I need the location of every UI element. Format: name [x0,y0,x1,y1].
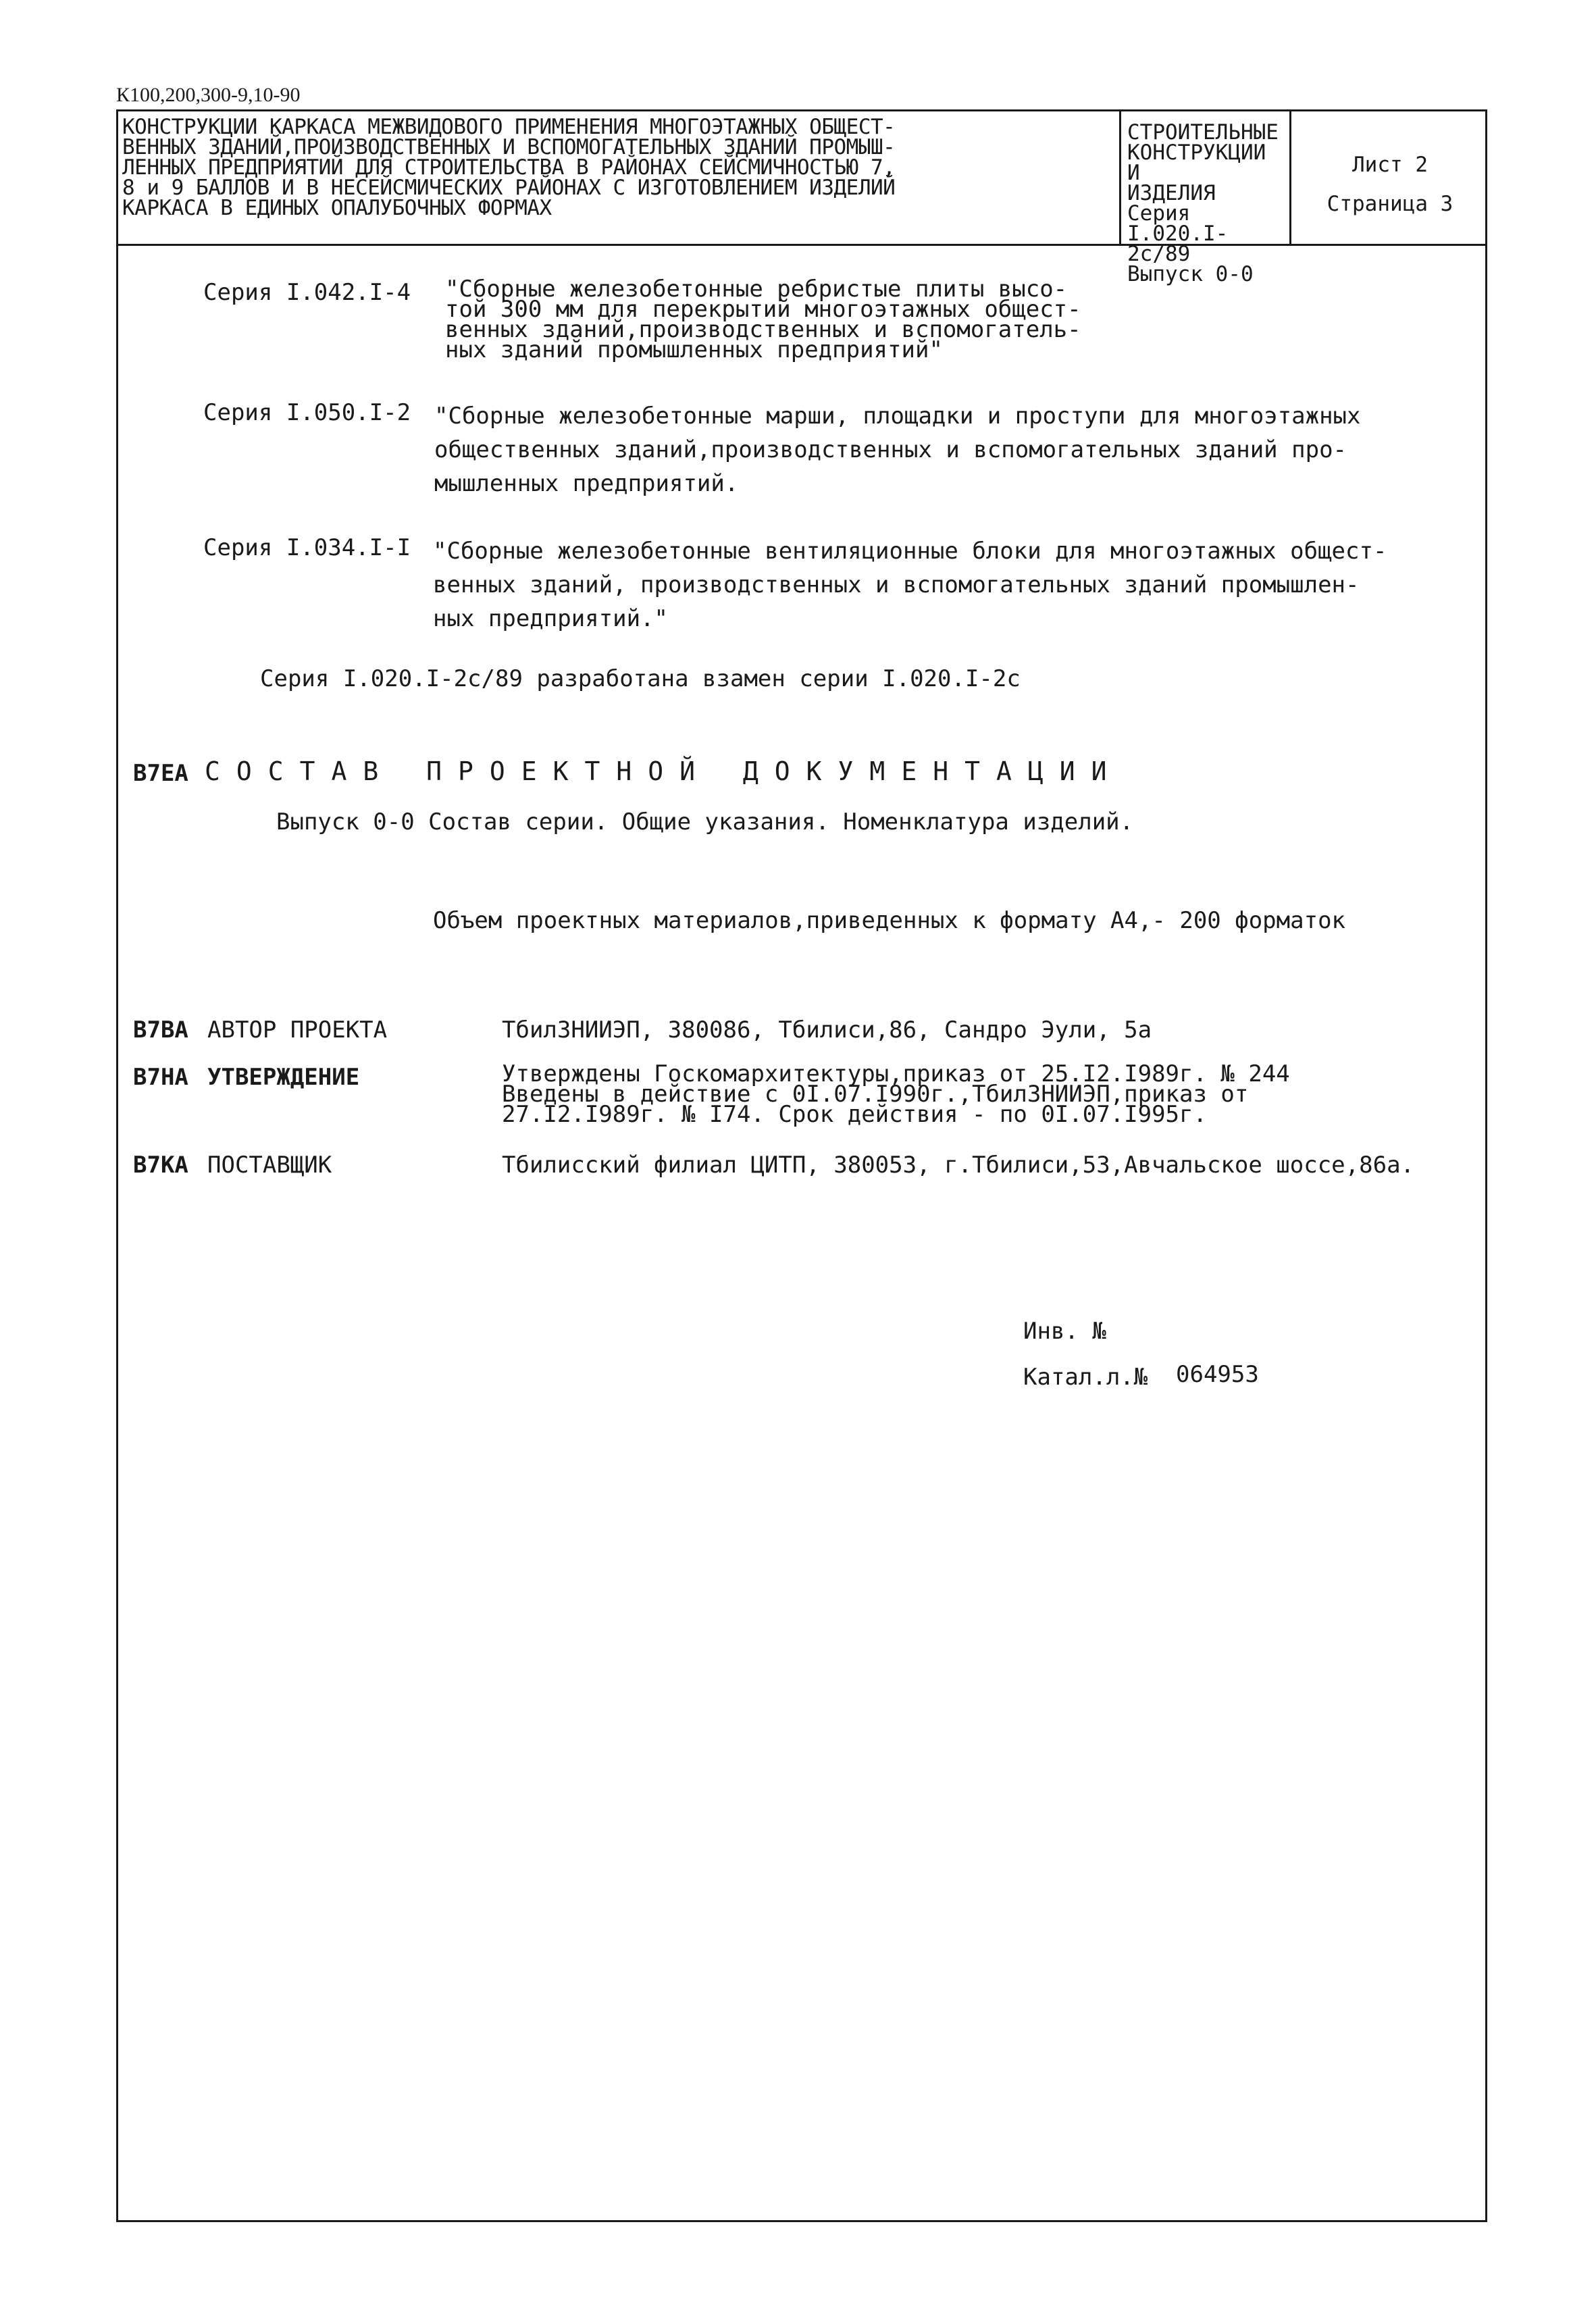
document-category [1127,122,1287,284]
description-line: общественных зданий,производственных и вспомогательных зданий про- [434,436,1347,463]
supplier-value: Тбилисский филиал ЦИТП, 380053, г.Тбилиси,53,Авчальское шоссе,86а. [502,1152,1415,1179]
description-line: "Сборные железобетонные вентиляционные блоки для многоэтажных общест- [433,538,1387,565]
description-line: "Сборные железобетонные марши, площадки и проступи для многоэтажных [434,403,1361,430]
category-line: ИЗДЕЛИЯ [1127,181,1216,205]
sheet-number: Лист 2 [1352,153,1428,177]
description-line: мышленных предприятий. [434,470,739,497]
supplier-label: ПОСТАВЩИК [207,1152,332,1179]
series-description [434,399,1360,500]
title-line: ВЕННЫХ ЗДАНИЙ,ПРОИЗВОДСТВЕННЫХ И ВСПОМОГАТЕЛЬНЫХ ЗДАНИЙ ПРОМЫШ- [122,135,896,159]
title-line: КАРКАСА В ЕДИНЫХ ОПАЛУБОЧНЫХ ФОРМАХ [122,196,552,220]
description-line: венных зданий, производственных и вспомогательных зданий промышлен- [433,571,1360,598]
catalog-number: 064953 [1176,1361,1259,1388]
series-code: Серия I.034.I-I [203,534,411,561]
title-line: КОНСТРУКЦИИ КАРКАСА МЕЖВИДОВОГО ПРИМЕНЕНИЯ МНОГОЭТАЖНЫХ ОБЩЕСТ- [122,115,896,139]
composition-heading: СОСТАВ ПРОЕКТНОЙ ДОКУМЕНТАЦИИ [205,756,1123,786]
page-frame [116,109,1487,2222]
series-description [433,534,1387,636]
approval-line: 27.I2.I989г. № I74. Срок действия - по 0I.07.I995г. [502,1101,1207,1128]
category-line: СТРОИТЕЛЬНЫЕ [1127,120,1279,145]
author-label: АВТОР ПРОЕКТА [207,1017,388,1044]
title-line: 8 и 9 БАЛЛОВ И В НЕСЕЙСМИЧЕСКИХ РАЙОНАХ С ИЗГОТОВЛЕНИЕМ ИЗДЕЛИЙ [122,176,896,200]
approval-line: Утверждены Госкомархитектуры,приказ от 25.I2.I989г. № 244 [502,1060,1290,1087]
title-line: ЛЕННЫХ ПРЕДПРИЯТИЙ ДЛЯ СТРОИТЕЛЬСТВА В РАЙОНАХ СЕЙСМИЧНОСТЬЮ 7, [122,155,896,180]
composition-code: В7ЕА [133,760,188,787]
issue-composition: Выпуск 0-0 Состав серии. Общие указания. Номенклатура изделий. [276,808,1134,835]
series-description [445,276,1081,363]
description-line: ных предприятий." [433,605,668,632]
approval-line: Введены в действие с 0I.07.I990г.,ТбилЗНИИЭП,приказ от [502,1081,1249,1108]
title-block [118,111,1485,286]
description-line: венных зданий,производственных и вспомогатель- [445,316,1081,343]
document-title [122,117,1115,218]
volume-note: Объем проектных материалов,приведенных к формату А4,- 200 форматок [433,907,1346,934]
title-divider [1119,111,1121,244]
series-number: Серия I.020.I-2с/89 [1127,201,1229,266]
author-code: В7ВА [133,1017,188,1044]
sheet-info [1293,145,1487,224]
document-code: К100,200,300-9,10-90 [116,84,301,106]
description-line: той 300 мм для перекрытий многоэтажных общест- [445,296,1081,323]
description-line: "Сборные железобетонные ребристые плиты высо- [445,276,1068,303]
series-code: Серия I.042.I-4 [203,279,411,306]
category-line: КОНСТРУКЦИИ И [1127,140,1266,185]
catalog-label: Катал.л.№ [1023,1364,1148,1391]
issue-number: Выпуск 0-0 [1127,262,1254,286]
title-divider [1289,111,1291,244]
approval-text [502,1060,1290,1128]
replacement-note: Серия I.020.I-2с/89 разработана взамен серии I.020.I-2с [260,665,1021,692]
supplier-code: В7КА [133,1152,188,1179]
page-number: Страница 3 [1327,192,1453,216]
approval-code: В7НА [133,1064,188,1091]
description-line: ных зданий промышленных предприятий" [445,336,943,363]
series-code: Серия I.050.I-2 [203,399,411,426]
approval-label: УТВЕРЖДЕНИЕ [207,1064,360,1091]
inventory-label: Инв. № [1023,1318,1106,1345]
author-value: ТбилЗНИИЭП, 380086, Тбилиси,86, Сандро Эули, 5а [502,1017,1152,1044]
